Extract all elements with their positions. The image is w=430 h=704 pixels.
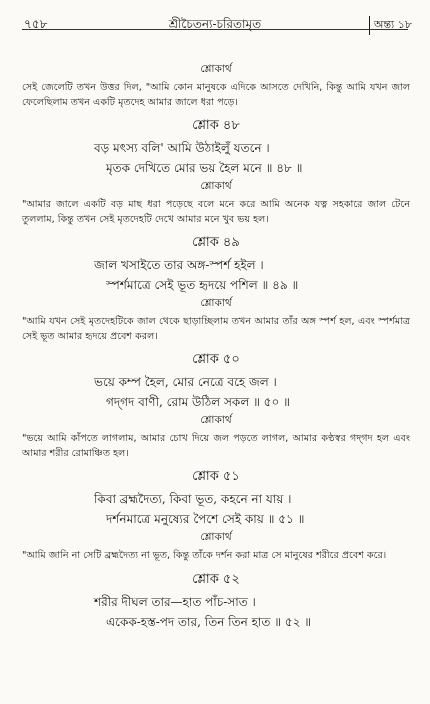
translation-text: "আমি যখন সেই মৃতদেহটিকে জাল থেকে ছাড়াচ্ছিলাম তখন আমার তাঁর অঙ্গ স্পর্শ হল, এবং স্পর্শমাত্র সেই ভূত আমার হৃদয়ে প্রবেশ করল। [22,316,410,342]
page-number: ৭৫৮ [24,17,48,31]
translation-label: শ্লোকার্থ [200,63,232,75]
translation-text: "ভয়ে আমি কাঁপতে লাগলাম, আমার চোখ দিয়ে জল পড়তে লাগল, আমার কণ্ঠস্বর গদ্‌গদ হল এবং আমার শরীর রোমাঞ্চিত হল। [22,433,410,459]
verse-line: কিবা ব্রহ্মদৈত্য, কিবা ভূত, কহনে না যায় । [94,492,292,506]
section-marker: অন্ত্য ১৮ [369,16,412,35]
verse-line: একেক-হস্ত-পদ তার, তিন তিন হাত ॥ ৫২ ॥ [106,614,311,629]
translation-text: সেই জেলেটি তখন উত্তর দিল, "আমি কোন মানুষকে এদিকে আসতে দেখিনি, কিন্তু আমি যখন জাল ফেলেছিলাম তখন একটি মৃতদেহ আমার জালে ধরা পড়ে। [22,82,410,108]
verse-line: মৃতক দেখিতে মোর ভয় হৈল মনে ॥ ৪৮ ॥ [106,161,303,175]
translation-text: "আমার জালে একটি বড় মাছ ধরা পড়েছে বলে মনে করে আমি অনেক যত্ন সহকারে জাল টেনে তুললাম, কিন্তু তখন সেই মৃতদেহটি দেখে আমার মনে খুব ভয় হল। [22,199,410,225]
translation-label: শ্লোকার্থ [200,180,232,192]
verse-number: শ্লোক ৫০ [192,352,240,367]
verse-number: শ্লোক ৪৮ [192,118,240,133]
translation-label: শ্লোকার্থ [200,531,232,543]
verse-number: শ্লোক ৫২ [192,571,240,587]
translation-label: শ্লোকার্থ [200,414,232,426]
verse-line: স্পর্শমাত্রে সেই ভূত হৃদয়ে পশিল ॥ ৪৯ ॥ [106,278,299,292]
verse-number: শ্লোক ৫১ [192,469,240,484]
verse-line: দর্শনমাত্রে মনুষ্যের পৈশে সেই কায় ॥ ৫১ ॥ [106,512,305,526]
running-title: শ্রীচৈতন্য-চরিতামৃত [168,17,262,31]
page-header [0,10,430,34]
verse-number: শ্লোক ৪৯ [192,235,240,250]
translation-label: শ্লোকার্থ [200,297,232,309]
verse-line: জাল খসাইতে তার অঙ্গ-স্পর্শ হইল । [94,258,264,272]
verse-line: গদ্‌গদ বাণী, রোম উঠিল সকল ॥ ৫০ ॥ [106,395,290,409]
header-rule [22,29,408,30]
page-body [22,62,410,633]
verse-line: ভয়ে কম্প হৈল, মোর নেত্রে বহে জল । [94,375,277,389]
verse-line: শরীর দীঘল তার—হাত পাঁচ-সাত । [94,594,256,609]
verse-line: বড় মৎস্য বলি' আমি উঠাইলুঁ যতনে । [94,141,270,155]
translation-text: "আমি জানি না সেটি ব্রহ্মদৈত্য না ভূত, কিন্তু তাঁকে দর্শন করা মাত্র সে মানুষের শরীরে প্রবেশ করে। [22,550,387,561]
